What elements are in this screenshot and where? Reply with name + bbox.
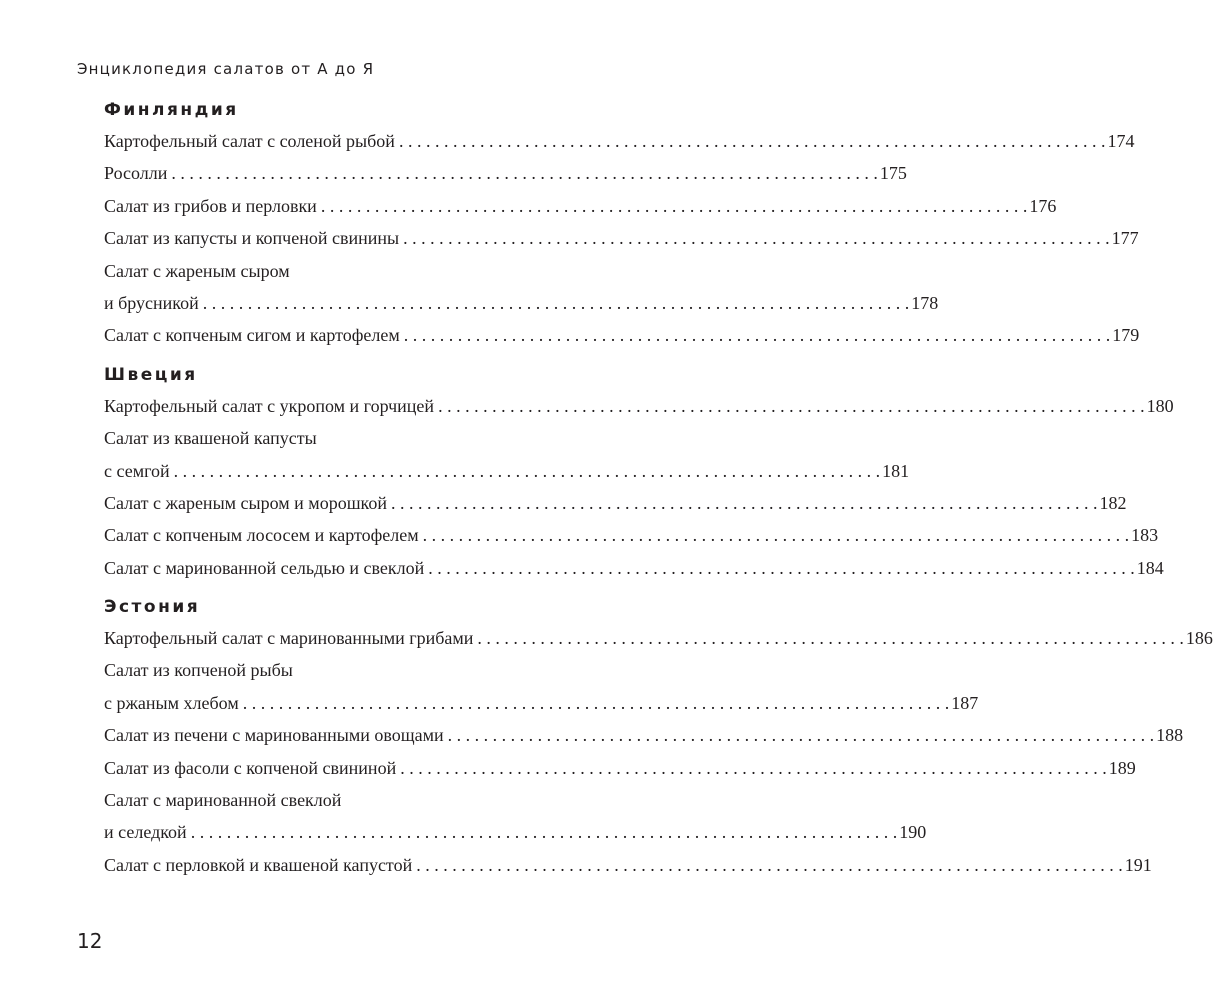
entry-title: Картофельный салат с маринованными грибами [104,628,474,649]
running-header: Энциклопедия салатов от А до Я [77,60,375,78]
dot-leader [444,719,1155,751]
toc-entry[interactable] [104,255,939,320]
dot-leader [424,552,1135,584]
dot-leader [317,190,1028,222]
entry-page-number: 188 [1156,725,1184,746]
entry-page-number: 183 [1131,525,1159,546]
dot-leader [167,157,878,189]
entry-page-number: 174 [1107,131,1135,151]
entry-title: Салат из квашеной капусты [104,428,317,449]
entry-title: Салат с копченым сигом и картофелем [104,325,400,346]
section-title: Швеция [104,364,198,385]
entry-page-number: 191 [1124,854,1152,875]
toc-entry[interactable] [104,654,979,719]
page-number: 12 [77,929,103,953]
dot-leader [239,687,950,719]
section-title: Финляндия [104,100,239,120]
entry-title: Салат из фасоли с копченой свининой [104,757,397,778]
entry-page-number: 178 [911,292,939,313]
toc-section [104,360,1174,584]
dot-leader [419,519,1130,551]
entry-title: Картофельный салат с укропом и горчицей [104,395,435,416]
entry-title: Салат с перловкой и квашеной капустой [104,854,413,875]
dot-leader [396,752,1107,784]
entry-title: с семгой [104,460,170,481]
entry-page-number: 182 [1099,492,1127,513]
entry-page-number: 187 [951,692,979,713]
toc-entry[interactable] [104,390,1174,422]
toc-entry[interactable] [104,784,927,849]
dot-leader [399,222,1110,254]
entry-page-number: 175 [879,163,907,184]
entry-title: и селедкой [104,822,187,843]
dot-leader [199,287,910,319]
table-of-contents [104,95,1213,881]
entry-title: Салат из печени с маринованными овощами [104,725,444,746]
toc-entry[interactable] [104,157,907,189]
entry-title: Росолли [104,163,168,184]
entry-page-number: 181 [882,460,910,481]
entry-title: Салат с маринованной сельдью и свеклой [104,557,425,578]
toc-entry[interactable] [104,190,1057,222]
dot-leader [187,816,898,848]
toc-section [104,592,1213,881]
entry-title: Салат из капусты и копченой свинины [104,228,400,249]
toc-entry[interactable] [104,319,1140,351]
entry-title: Салат с маринованной свеклой [104,790,342,811]
entry-title: Картофельный салат с соленой рыбой [104,131,395,151]
toc-entry[interactable] [104,622,1213,654]
entry-page-number: 180 [1146,395,1174,416]
entry-page-number: 190 [899,822,927,843]
dot-leader [387,487,1098,519]
dot-leader [473,622,1184,654]
toc-section [104,95,1140,352]
toc-entry[interactable] [104,125,1135,157]
dot-leader [395,125,1106,157]
entry-page-number: 186 [1185,628,1213,649]
entry-title: Салат с жареным сыром и морошкой [104,492,388,513]
toc-entry[interactable] [104,849,1152,881]
dot-leader [412,849,1123,881]
dot-leader [434,390,1145,422]
entry-page-number: 179 [1112,325,1140,346]
entry-title: с ржаным хлебом [104,692,239,713]
entry-title: и брусникой [104,292,199,313]
toc-entry[interactable] [104,552,1164,584]
toc-entry[interactable] [104,752,1136,784]
toc-entry[interactable] [104,487,1127,519]
toc-entry[interactable] [104,719,1184,751]
toc-entry[interactable] [104,422,910,487]
toc-entry[interactable] [104,222,1139,254]
entry-title: Салат из копченой рыбы [104,660,293,681]
dot-leader [170,455,881,487]
entry-page-number: 184 [1136,557,1164,578]
entry-page-number: 177 [1111,228,1139,249]
entry-page-number: 176 [1029,195,1057,216]
entry-title: Салат с копченым лососем и картофелем [104,525,419,546]
section-title: Эстония [104,597,201,618]
entry-title: Салат с жареным сыром [104,260,290,281]
dot-leader [400,319,1111,351]
entry-title: Салат из грибов и перловки [104,195,317,216]
entry-page-number: 189 [1108,757,1136,778]
toc-entry[interactable] [104,519,1159,551]
